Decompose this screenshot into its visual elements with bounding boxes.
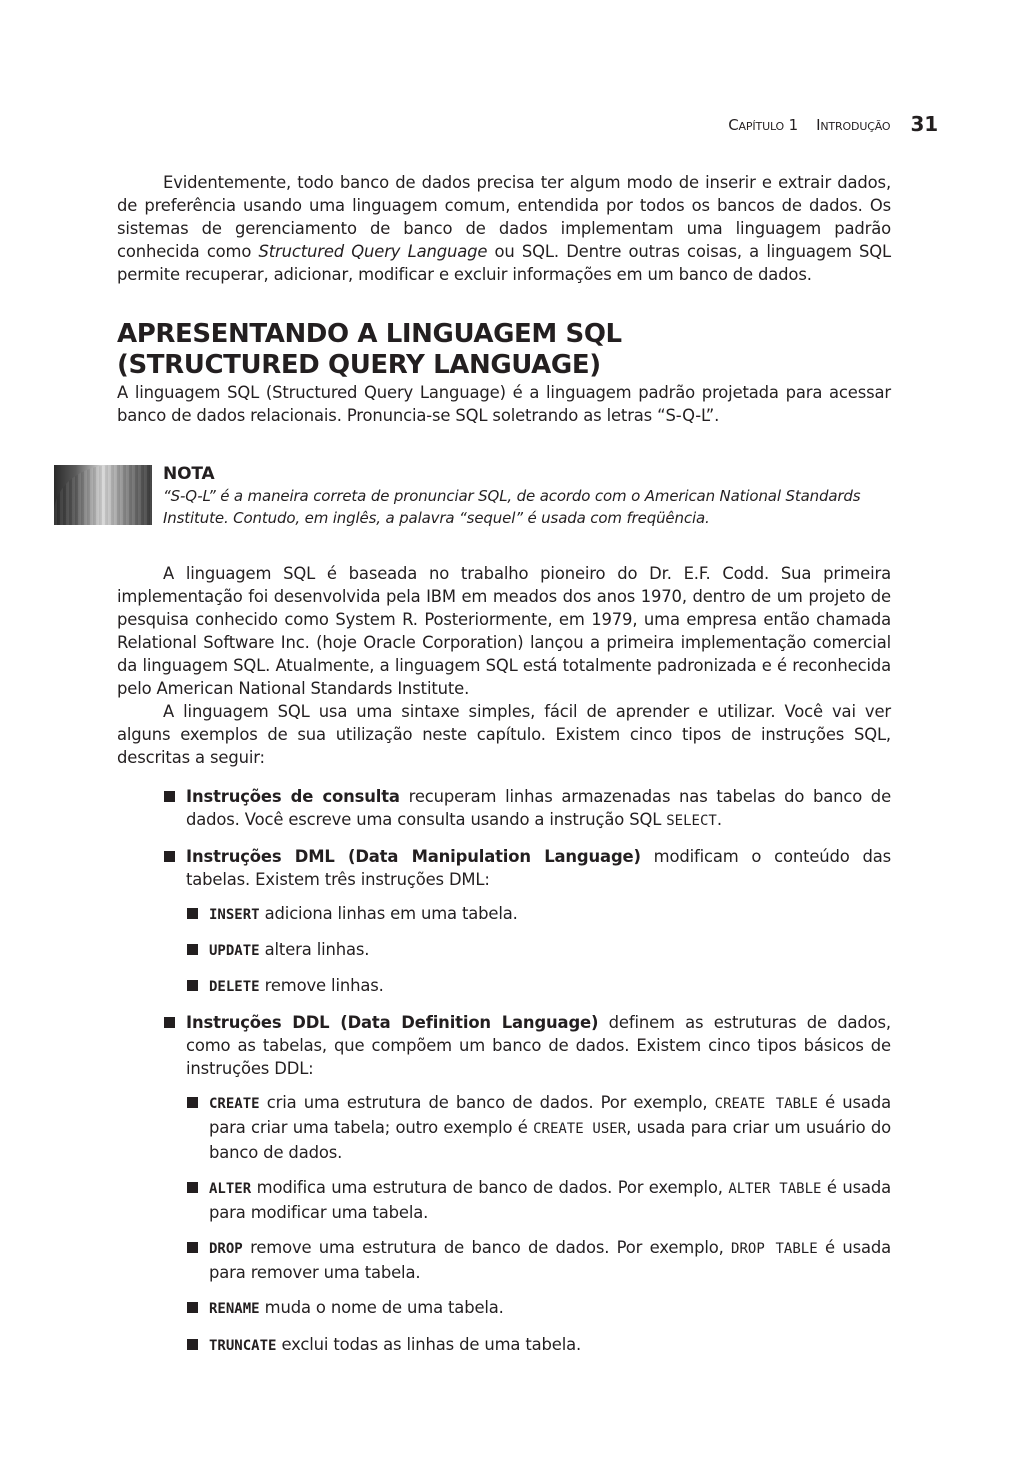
code-keyword: RENAME	[209, 1301, 260, 1317]
list-item-dml: Instruções DML (Data Manipulation Language) modificam o conteúdo das tabelas. Existem três instruções DML: INSERT adiciona linhas em uma tabela. UPDATE altera linhas. DELETE remove linhas.	[117, 845, 891, 999]
body-paragraph-2: A linguagem SQL usa uma sintaxe simples, fácil de aprender e utilizar. Você vai ver alguns exemplos de sua utilização neste capítulo. Existem cinco tipos de instruções SQL, descritas a seguir:	[117, 702, 891, 767]
code-term: ALTER TABLE	[728, 1181, 822, 1197]
section-heading-line1: APRESENTANDO A LINGUAGEM SQL	[117, 319, 622, 349]
code-keyword: CREATE	[209, 1096, 260, 1112]
body-block	[117, 562, 891, 1358]
list-term: Instruções DDL (Data Definition Language)	[186, 1013, 599, 1032]
code-term: CREATE TABLE	[714, 1096, 818, 1112]
intro-italic-term: Structured Query Language	[258, 242, 488, 261]
intro-block	[117, 171, 891, 286]
note-text: “S-Q-L” é a maneira correta de pronunciar SQL, de acordo com o American National Standards Institute. Contudo, em inglês, a palavra “sequel” é usada com freqüência.	[163, 487, 861, 527]
sublist-item: DELETE remove linhas.	[186, 974, 891, 999]
code-keyword: UPDATE	[209, 943, 260, 959]
section-label: Introdução	[816, 116, 891, 134]
code-term: CREATE USER	[533, 1121, 627, 1137]
ddl-sublist	[186, 1091, 891, 1358]
section-block	[117, 319, 891, 427]
code-keyword: DROP	[209, 1241, 243, 1257]
code-keyword: ALTER	[209, 1181, 252, 1197]
intro-paragraph: Evidentemente, todo banco de dados precisa ter algum modo de inserir e extrair dados, de preferência usando uma linguagem comum, entendida por todos os bancos de dados. Os sistemas de gerenciamento de banco de dados implementam uma linguagem padrão conhecida como Structured Query Language ou SQL. Dentre outras coisas, a linguagem SQL permite recuperar, adicionar, modificar e excluir informações em um banco de dados.	[117, 173, 891, 284]
sublist-item: RENAME muda o nome de uma tabela.	[186, 1296, 891, 1321]
chapter-label: Capítulo 1	[728, 116, 799, 134]
code-term: SELECT	[666, 813, 717, 829]
sublist-item: CREATE cria uma estrutura de banco de dados. Por exemplo, CREATE TABLE é usada para criar uma tabela; outro exemplo é CREATE USER, usada para criar um usuário do banco de dados.	[186, 1091, 891, 1164]
code-term: DROP TABLE	[731, 1241, 818, 1257]
list-term: Instruções de consulta	[186, 787, 400, 806]
code-keyword: INSERT	[209, 907, 260, 923]
code-keyword: DELETE	[209, 979, 260, 995]
note-box	[163, 463, 891, 529]
section-paragraph: A linguagem SQL (Structured Query Language) é a linguagem padrão projetada para acessar banco de dados relacionais. Pronuncia-se SQL soletrando as letras “S-Q-L”.	[117, 383, 891, 425]
list-item-ddl: Instruções DDL (Data Definition Language) definem as estruturas de dados, como as tabelas, que compõem um banco de dados. Existem cinco tipos básicos de instruções DDL: CREATE cria uma estrutura de banco de dados. Por exemplo, CREATE TABLE é usada para criar uma tabela; outro exemplo é CREATE USER, usada para criar um usuário do banco de dados. ALTER modifica uma estrutura de banco de dados. Por exemplo, ALTER TABLE é usada para modificar uma tabela. DROP remove uma estrutura de banco de dados. Por exemplo, DROP TABLE é usada para remover uma tabela. RENAME muda o nome de uma tabela. TRUNCATE exclui todas as linhas de uma tabela.	[117, 1011, 891, 1358]
body-paragraph-1: A linguagem SQL é baseada no trabalho pioneiro do Dr. E.F. Codd. Sua primeira implementação foi desenvolvida pela IBM em meados dos anos 1970, dentro de um projeto de pesquisa conhecido como System R. Posteriormente, em 1979, uma empresa então chamada Relational Software Inc. (hoje Oracle Corporation) lançou a primeira implementação comercial da linguagem SQL. Atualmente, a linguagem SQL está totalmente padronizada e é reconhecida pelo American National Standards Institute.	[117, 564, 891, 698]
statement-types-list	[117, 785, 891, 1358]
note-photo	[54, 465, 152, 525]
section-heading-line2: (STRUCTURED QUERY LANGUAGE)	[117, 350, 601, 380]
page-number: 31	[910, 112, 938, 136]
sublist-item: TRUNCATE exclui todas as linhas de uma tabela.	[186, 1333, 891, 1358]
sublist-item: INSERT adiciona linhas em uma tabela.	[186, 902, 891, 927]
running-head	[728, 112, 938, 137]
sublist-item: ALTER modifica uma estrutura de banco de dados. Por exemplo, ALTER TABLE é usada para modificar uma tabela.	[186, 1176, 891, 1224]
note-title: NOTA	[163, 464, 215, 484]
sublist-item: DROP remove uma estrutura de banco de dados. Por exemplo, DROP TABLE é usada para remover uma tabela.	[186, 1236, 891, 1284]
code-keyword: TRUNCATE	[209, 1338, 277, 1354]
sublist-item: UPDATE altera linhas.	[186, 938, 891, 963]
dml-sublist	[186, 902, 891, 999]
list-term: Instruções DML (Data Manipulation Language)	[186, 847, 641, 866]
section-heading	[117, 319, 891, 381]
list-item-query: Instruções de consulta recuperam linhas armazenadas nas tabelas do banco de dados. Você escreve uma consulta usando a instrução SQL SELECT.	[117, 785, 891, 833]
